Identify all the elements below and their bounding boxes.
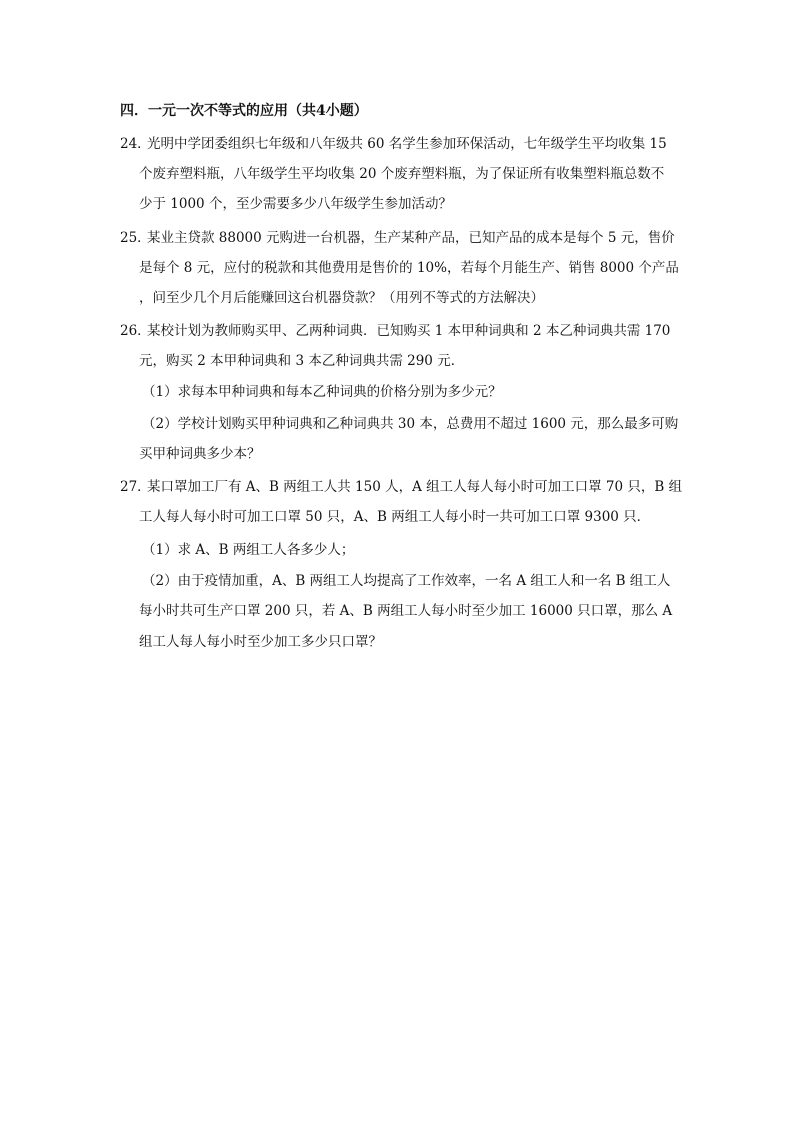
problem-text-line: ，问至少几个月后能赚回这台机器贷款？（用列不等式的方法解决） [139,290,544,306]
problem-text-line: 少于 1000 个，至少需要多少八年级学生参加活动？ [139,196,452,212]
subpart-1-line: （1）求每本甲种词典和每本乙种词典的价格分别为多少元？ [142,384,502,400]
problem-number: 24． [120,136,151,152]
problem-text-line: 元，购买 2 本甲种词典和 3 本乙种词典共需 290 元． [139,353,465,369]
subpart-2-line: 每小时共可生产口罩 200 只，若 A、B 两组工人每小时至少加工 16000 只口罩，那么 A [139,603,673,619]
problem-text-line: 工人每人每小时可加工口罩 50 只，A、B 两组工人每小时一共可加工口罩 9300 只． [139,509,651,525]
problem-number: 27． [120,479,151,495]
problem-number: 26． [120,323,151,339]
subpart-2-line: 买甲种词典多少本？ [139,446,261,462]
problem-text-line: 某口罩加工厂有 A、B 两组工人共 150 人，A 组工人每人每小时可加工口罩 70 只，B 组 [147,479,683,495]
problem-text-line: 某校计划为教师购买甲、乙两种词典．已知购买 1 本甲种词典和 2 本乙种词典共需 170 [147,323,671,339]
subpart-2-line: （2）由于疫情加重，A、B 两组工人均提高了工作效率，一名 A 组工人和一名 B 组工人 [142,573,671,589]
section-title: 四．一元一次不等式的应用（共4小题） [120,103,368,119]
problem-text-line: 个废弃塑料瓶，八年级学生平均收集 20 个废弃塑料瓶，为了保证所有收集塑料瓶总数不 [139,166,665,182]
problem-number: 25． [120,230,151,246]
subpart-2-line: 组工人每人每小时至少加工多少只口罩？ [139,634,382,650]
problem-text-line: 某业主贷款 88000 元购进一台机器，生产某种产品，已知产品的成本是每个 5 元，售价 [147,230,675,246]
subpart-2-line: （2）学校计划购买甲种词典和乙种词典共 30 本，总费用不超过 1600 元，那么最多可购 [142,416,679,432]
subpart-1-line: （1）求 A、B 两组工人各多少人； [142,542,355,558]
problem-text-line: 光明中学团委组织七年级和八年级共 60 名学生参加环保活动，七年级学生平均收集 15 [147,136,667,152]
problem-text-line: 是每个 8 元，应付的税款和其他费用是售价的 10%，若每个月能生产、销售 8000 个产品 [139,260,679,276]
